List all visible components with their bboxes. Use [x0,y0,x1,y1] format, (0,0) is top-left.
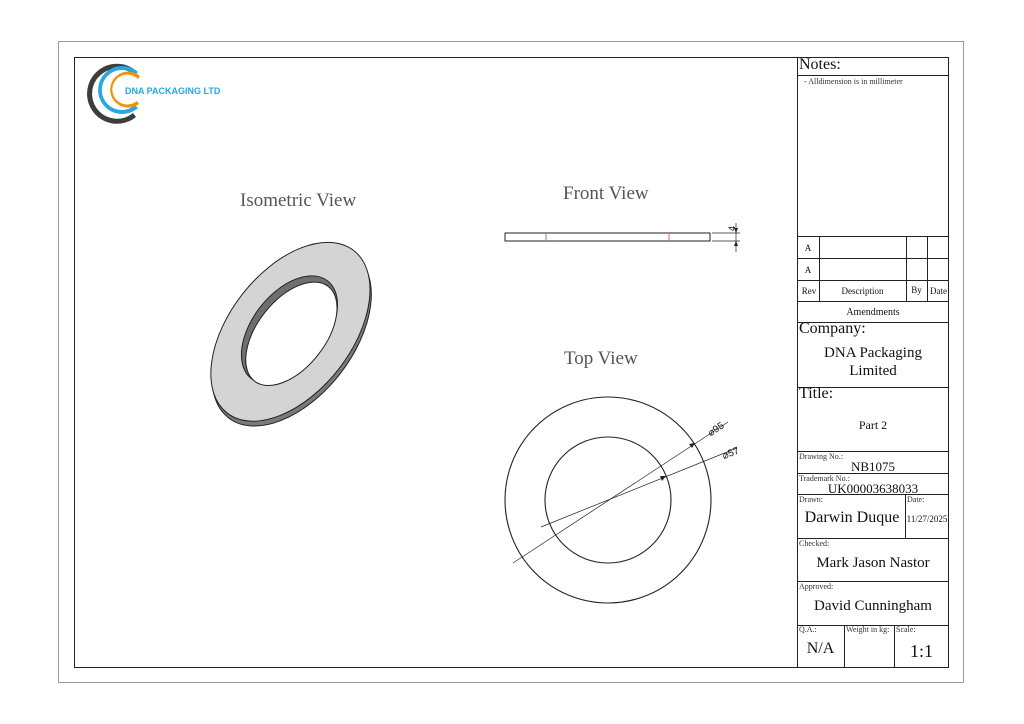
date-label: Date: [907,495,925,504]
qa-value: N/A [806,640,835,657]
logo-wordmark: DNA PACKAGING LTD [125,86,221,96]
approved-by: David Cunningham [814,598,932,614]
drawing-no: NB1075 [850,459,896,474]
amendments-caption: Amendments [846,307,900,318]
drawn-date: 11/27/2025 [906,514,948,524]
top-view-title: Top View [564,348,638,369]
inner-diameter-label: ⌀57 [720,445,741,462]
inner-diameter-leader [541,448,737,527]
qa-label: Q.A.: [799,625,817,634]
notes-heading: Notes: [799,56,841,73]
amendment-rev: A [804,265,812,275]
scale-label: Scale: [896,625,916,634]
checked-by: Mark Jason Nastor [816,555,930,571]
part-title: Part 2 [858,418,888,432]
isometric-view [200,230,380,440]
approved-label: Approved: [799,582,834,591]
drawn-by: Darwin Duque [804,509,900,526]
checked-label: Checked: [799,539,830,548]
title-heading: Title: [799,385,834,402]
company-heading: Company: [799,320,866,337]
washer-profile [505,233,710,241]
trademark-no: UK00003638033 [827,481,919,496]
amendment-rev: A [804,243,812,253]
divider [797,75,949,76]
drawing-no-label: Drawing No.: [799,452,843,461]
by-header: By [911,285,922,295]
outer-diameter-label: ⌀95 [706,420,727,439]
drawn-label: Drawn: [799,495,823,504]
front-view-title: Front View [563,183,649,204]
company-name-line1: DNA Packaging [824,345,922,361]
rev-header: Rev [801,286,817,296]
scale-value: 1:1 [909,641,933,661]
trademark-label: Trademark No.: [799,474,850,483]
date-header: Date [930,286,947,296]
top-view [495,390,765,610]
description-header: Description [841,286,884,296]
note-item: - Alldimension is in millimeter [804,77,903,86]
weight-label: Weight in kg: [846,625,890,634]
dimension-arrow-bottom [734,241,738,246]
company-name-line2: Limited [849,363,897,379]
thickness-dimension-label: 4 [727,225,737,231]
isometric-view-title: Isometric View [240,190,357,211]
front-view [500,218,750,258]
